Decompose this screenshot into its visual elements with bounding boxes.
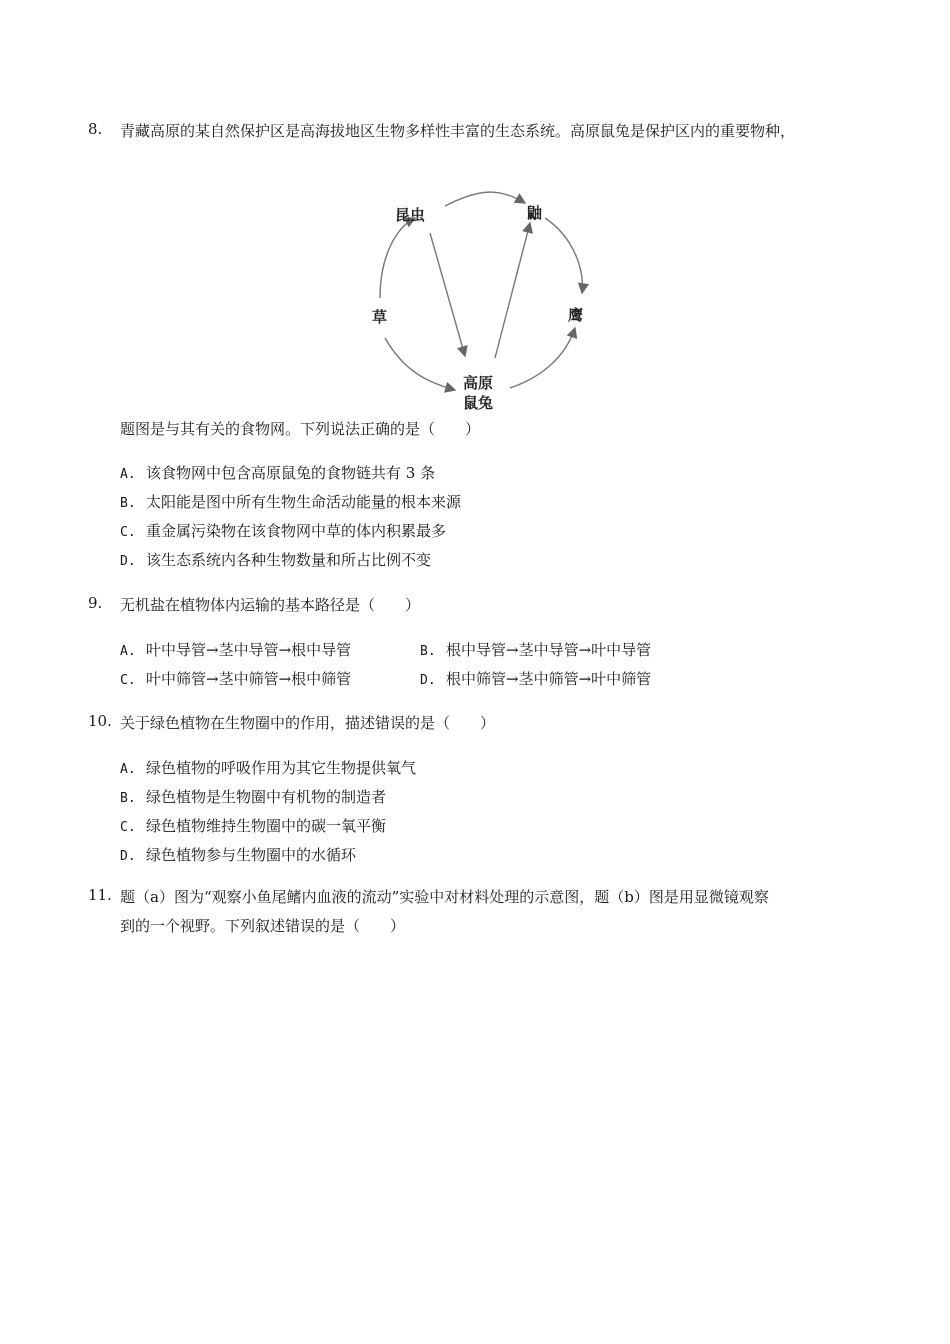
node-insect: 昆虫 xyxy=(395,206,426,224)
question-number: 9. xyxy=(88,594,103,612)
question-9 xyxy=(88,594,878,694)
question-10 xyxy=(88,712,878,872)
option-text: 绿色植物参与生物圈中的水循环 xyxy=(146,846,357,864)
option-text: 叶中筛管→茎中筛管→根中筛管 xyxy=(146,670,352,688)
option-a xyxy=(120,757,416,778)
node-eagle: 鹰 xyxy=(568,306,584,324)
option-b xyxy=(120,786,386,807)
option-text: 太阳能是图中所有生物生命活动能量的根本来源 xyxy=(146,493,462,511)
question-stem: 青藏高原的某自然保护区是高海拔地区生物多样性丰富的生态系统。高原鼠兔是保护区内的重要物种， xyxy=(120,122,796,140)
option-d xyxy=(120,844,356,865)
arrow-pika-to-eagle xyxy=(510,328,575,388)
question-number: 10. xyxy=(88,712,112,730)
option-label: D. xyxy=(120,554,136,569)
option-text: 叶中导管→茎中导管→根中导管 xyxy=(146,641,352,659)
question-stem-continued: 到的一个视野。下列叙述错误的是（ ） xyxy=(120,917,406,935)
option-b xyxy=(120,491,461,512)
option-c xyxy=(120,668,351,689)
option-a xyxy=(120,462,435,483)
arrow-insect-to-weasel xyxy=(445,192,525,206)
arrow-grass-to-insect xyxy=(380,218,415,298)
arrow-weasel-to-eagle xyxy=(545,218,583,293)
node-grass: 草 xyxy=(372,308,388,326)
question-stem-continued: 题图是与其有关的食物网。下列说法正确的是（ ） xyxy=(120,420,481,438)
option-label: A. xyxy=(120,762,136,777)
arrow-grass-to-pika xyxy=(385,338,455,390)
question-stem: 题（a）图为“观察小鱼尾鳍内血液的流动”实验中对材料处理的示意图，题（b）图是用显微镜观察 xyxy=(120,888,769,906)
option-label: A. xyxy=(120,467,136,482)
option-d xyxy=(120,549,431,570)
option-text: 该生态系统内各种生物数量和所占比例不变 xyxy=(146,551,432,569)
option-b xyxy=(420,639,651,660)
option-label: D. xyxy=(120,849,136,864)
question-number: 8. xyxy=(88,120,103,138)
question-11 xyxy=(88,886,878,946)
node-weasel: 鼬 xyxy=(527,204,543,222)
food-web-diagram xyxy=(350,178,610,418)
question-number: 11. xyxy=(88,886,112,904)
option-c xyxy=(120,520,446,541)
option-text: 该食物网中包含高原鼠兔的食物链共有 3 条 xyxy=(146,464,436,482)
question-stem: 关于绿色植物在生物圈中的作用，描述错误的是（ ） xyxy=(120,714,496,732)
option-label: C. xyxy=(120,673,136,688)
option-text: 根中筛管→茎中筛管→叶中筛管 xyxy=(446,670,652,688)
option-c xyxy=(120,815,386,836)
option-label: B. xyxy=(120,496,136,511)
option-a xyxy=(120,639,351,660)
arrow-pika-to-weasel xyxy=(495,223,530,358)
arrow-insect-to-pika xyxy=(430,233,465,356)
node-pika-line2: 鼠兔 xyxy=(463,394,494,412)
option-label: C. xyxy=(120,820,136,835)
option-label: D. xyxy=(420,673,436,688)
option-text: 绿色植物的呼吸作用为其它生物提供氧气 xyxy=(146,759,417,777)
option-label: B. xyxy=(420,644,436,659)
option-text: 根中导管→茎中导管→叶中导管 xyxy=(446,641,652,659)
option-text: 重金属污染物在该食物网中草的体内积累最多 xyxy=(146,522,447,540)
option-d xyxy=(420,668,651,689)
option-text: 绿色植物是生物圈中有机物的制造者 xyxy=(146,788,387,806)
question-8-continued xyxy=(88,418,878,578)
node-pika-line1: 高原 xyxy=(463,374,494,392)
option-text: 绿色植物维持生物圈中的碳一氧平衡 xyxy=(146,817,387,835)
option-label: A. xyxy=(120,644,136,659)
option-label: C. xyxy=(120,525,136,540)
option-label: B. xyxy=(120,791,136,806)
question-stem: 无机盐在植物体内运输的基本路径是（ ） xyxy=(120,596,421,614)
